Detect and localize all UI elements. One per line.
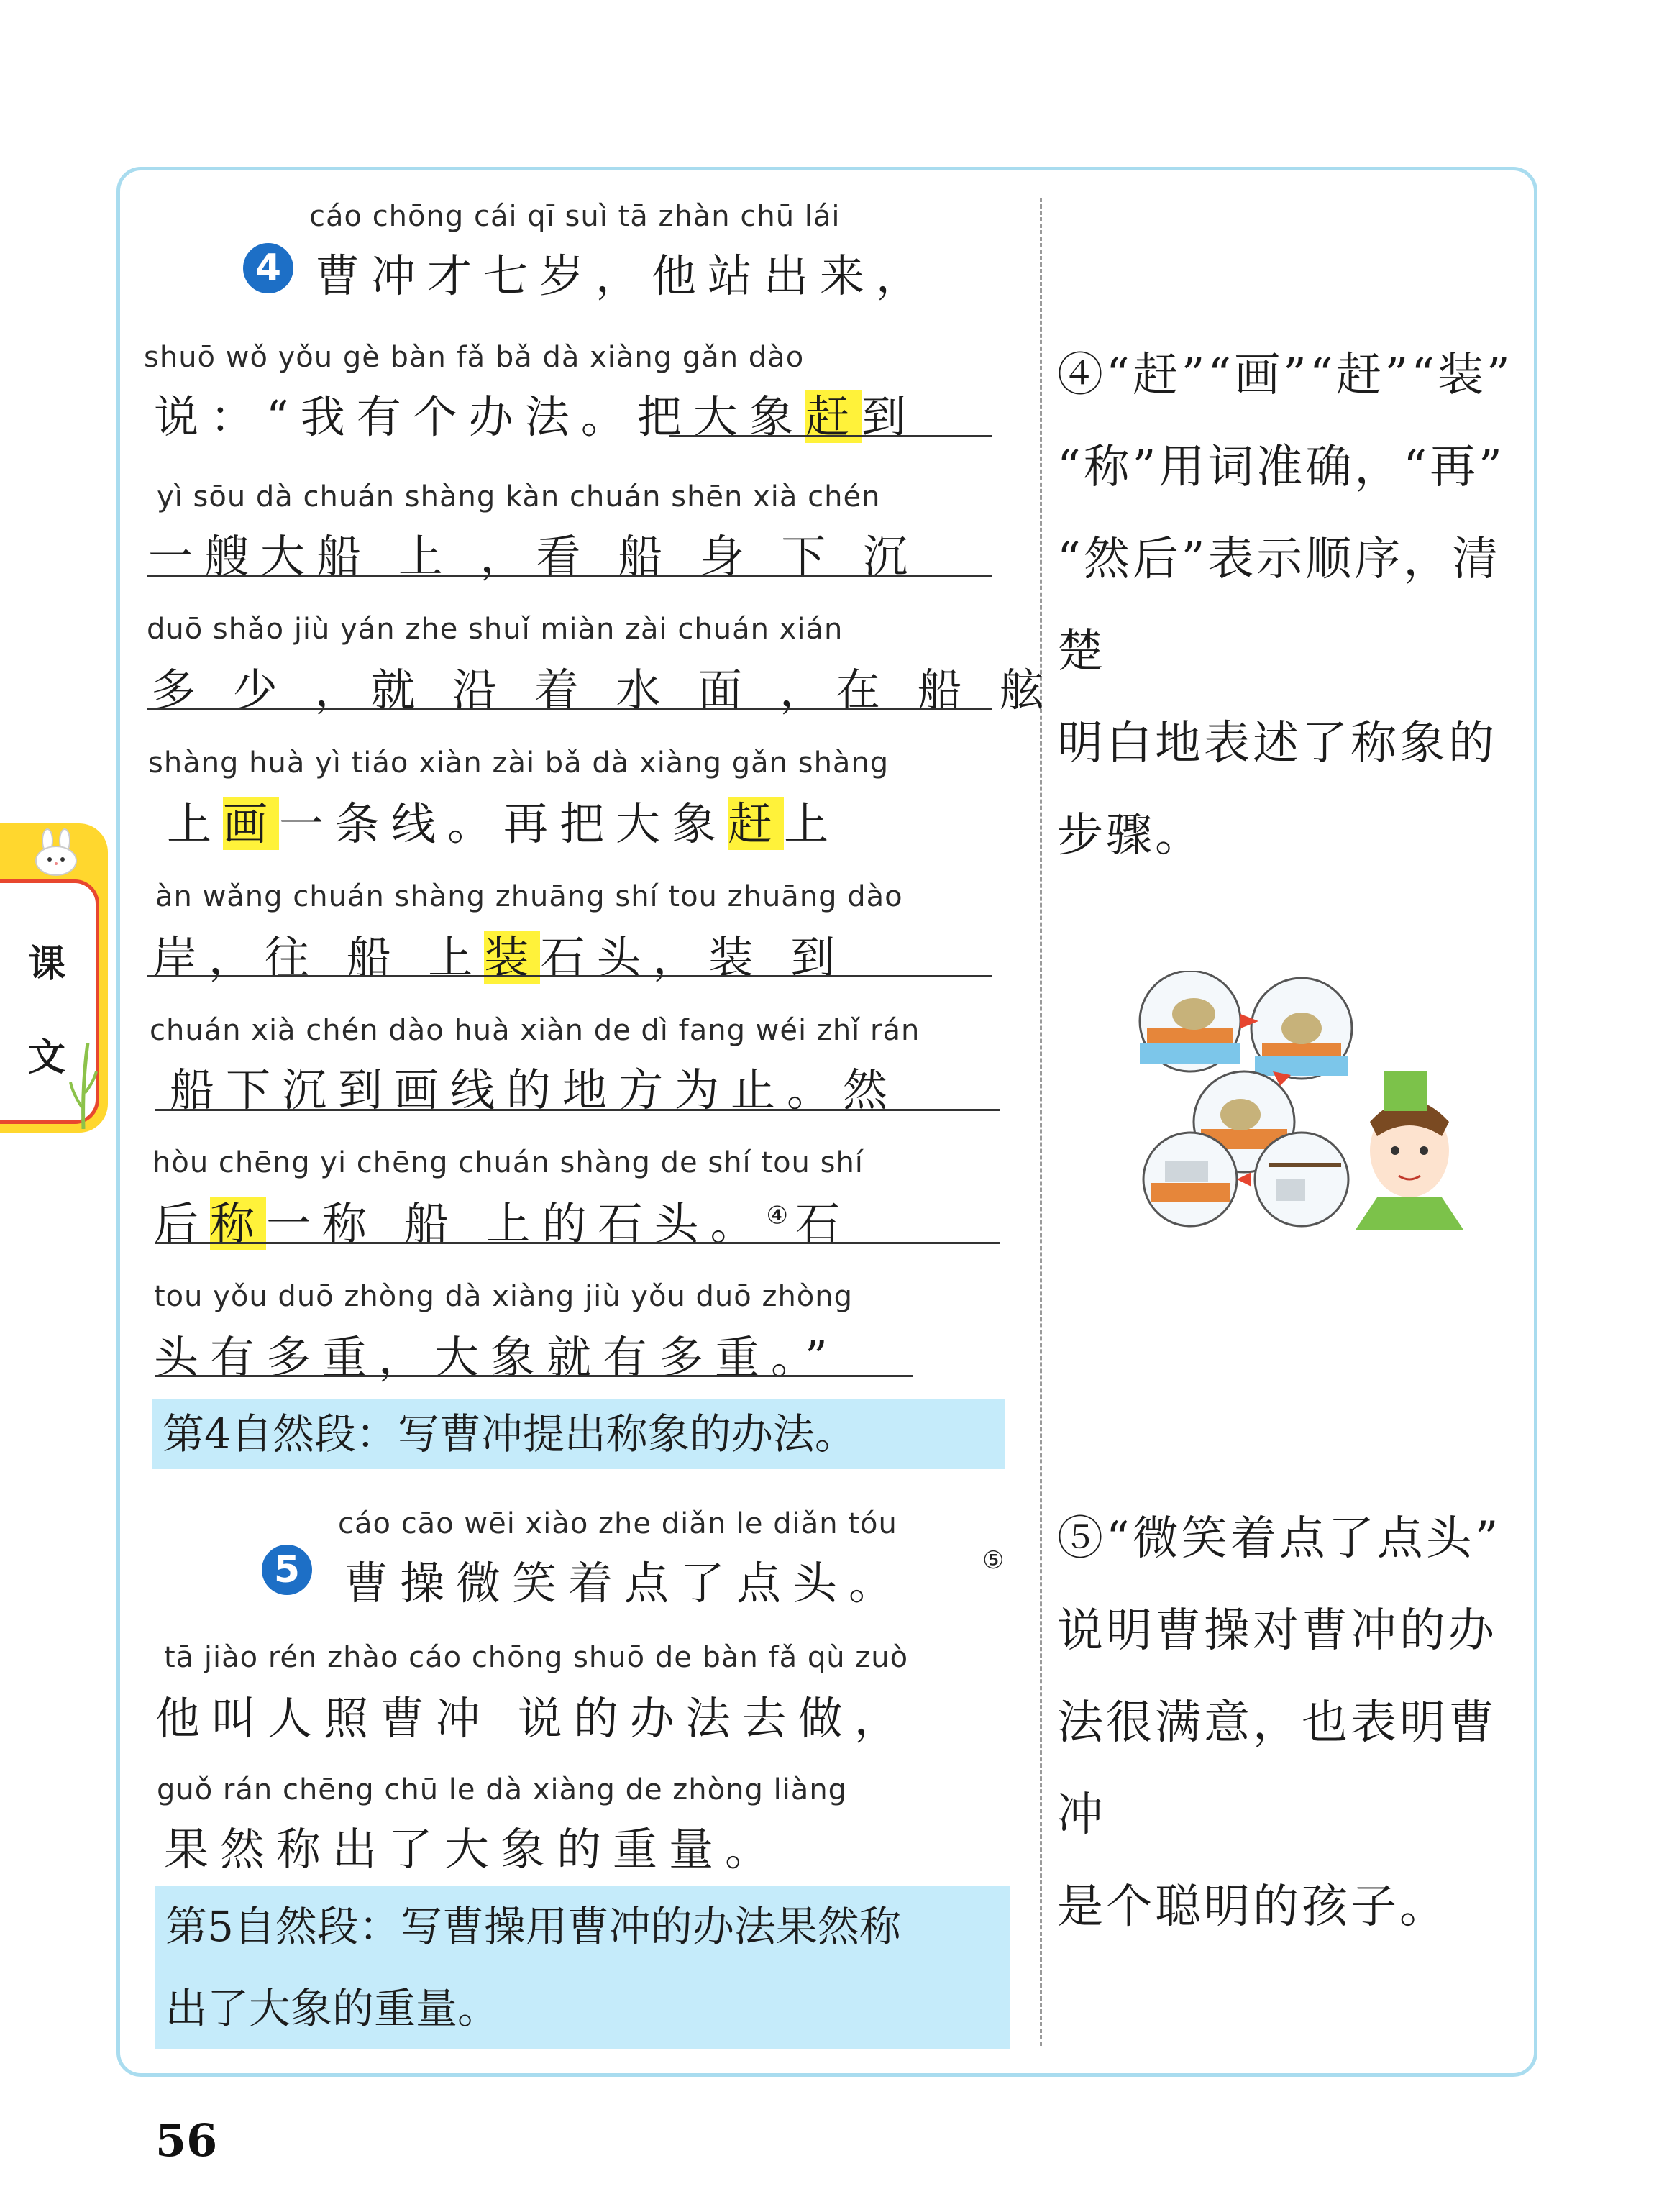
hanzi-line: [167, 788, 840, 852]
tab-char-2: 文: [27, 1036, 65, 1079]
column-divider: [1040, 198, 1042, 2046]
hanzi-text: 石头，装 到: [540, 931, 847, 984]
tab-char-1: 课: [27, 943, 65, 986]
pinyin-line: shuō wǒ yǒu gè bàn fǎ bǎ dà xiàng gǎn dào: [144, 341, 805, 374]
hanzi-text: 上: [784, 797, 841, 850]
summary-line: 出了大象的重量。: [165, 1984, 500, 2033]
hanzi-line: 多 少 ，就 沿 着 水 面 ，在 船 舷: [151, 664, 1056, 716]
pinyin-line: guǒ rán chēng chū le dà xiàng de zhòng liàng: [157, 1773, 848, 1806]
note-line: 明白地表述了称象的: [1057, 717, 1497, 770]
hanzi-text: 上: [167, 797, 224, 850]
hanzi-text: 一条线。再把大象: [279, 797, 728, 850]
note-5: [1057, 1493, 1517, 1953]
highlighted-word: 赶: [805, 390, 862, 443]
note-line: 说明曹操对曹冲的办: [1057, 1604, 1497, 1658]
note-line: “称”用词准确，“再”: [1057, 441, 1505, 494]
hanzi-line: 曹冲才七岁，他站出来，: [315, 250, 933, 302]
hanzi-text: 说：“我有个办法。: [154, 390, 637, 443]
hanzi-text: 到: [861, 390, 918, 443]
hanzi-line: 他叫人照曹冲 说的办法去做，: [155, 1692, 910, 1745]
pinyin-line: cáo chōng cái qī suì tā zhàn chū lái: [309, 200, 841, 233]
underline: [147, 575, 992, 577]
hanzi-line: 曹操微笑着点了点头。: [344, 1557, 905, 1609]
paragraph-5-summary: [155, 1886, 1010, 2049]
note-4: [1057, 329, 1517, 882]
paragraph-4-badge: 4: [243, 243, 293, 293]
underline: [155, 1109, 1000, 1111]
underline: [155, 1375, 913, 1377]
hanzi-line: 船下沉到画线的地方为止。然: [170, 1064, 900, 1116]
hanzi-line: 一艘大船 上 ，看 船 身 下 沉: [148, 530, 920, 582]
bunny-icon: [27, 828, 85, 878]
pinyin-line: yì sōu dà chuán shàng kàn chuán shēn xià chén: [157, 480, 881, 513]
underline: [669, 435, 992, 437]
note-line: ④“赶”“画”“赶”“装”: [1057, 349, 1513, 402]
hanzi-line: 头有多重，大象就有多重。”: [154, 1331, 839, 1384]
hanzi-text: 石: [795, 1197, 851, 1250]
annotation-marker: ④: [766, 1201, 795, 1230]
pinyin-line: chuán xià chén dào huà xiàn de dì fang wéi zhǐ rán: [150, 1014, 920, 1047]
note-line: ⑤“微笑着点了点头”: [1057, 1512, 1502, 1566]
underline: [155, 1242, 1000, 1244]
pinyin-line: shàng huà yì tiáo xiàn zài bǎ dà xiàng gǎn shàng: [148, 746, 890, 780]
pinyin-line: tou yǒu duō zhòng dà xiàng jiù yǒu duō zhòng: [154, 1280, 854, 1313]
highlighted-word: 画: [223, 797, 280, 850]
grass-icon: [69, 1043, 98, 1129]
highlighted-word: 赶: [728, 797, 785, 850]
note-line: 是个聪明的孩子。: [1057, 1880, 1448, 1934]
underline: [147, 708, 992, 710]
page-number: 56: [155, 2114, 218, 2167]
pinyin-line: duō shǎo jiù yán zhe shuǐ miàn zài chuán xián: [147, 613, 844, 646]
annotation-marker: ⑤: [982, 1546, 1005, 1575]
hanzi-text: 后: [154, 1197, 211, 1250]
paragraph-4-summary: 第4自然段：写曹冲提出称象的办法。: [152, 1399, 1005, 1469]
hanzi-line: 果然称出了大象的重量。: [164, 1823, 782, 1875]
pinyin-line: àn wǎng chuán shàng zhuāng shí tou zhuāng dào: [155, 880, 903, 913]
hanzi-text: 一称 船 上的石头。: [266, 1197, 767, 1250]
pinyin-line: tā jiào rén zhào cáo chōng shuō de bàn fǎ qù zuò: [164, 1641, 909, 1674]
note-line: “然后”表示顺序，清楚: [1057, 533, 1502, 678]
hanzi-text: 把大象: [636, 390, 805, 443]
pinyin-line: cáo cāo wēi xiào zhe diǎn le diǎn tóu: [338, 1507, 897, 1540]
highlighted-word: 称: [210, 1197, 267, 1250]
cao-chong-weighing-elephant-illustration: [1133, 971, 1471, 1230]
paragraph-5-badge: 5: [262, 1545, 312, 1595]
highlighted-word: 装: [484, 931, 541, 984]
hanzi-text: 岸，往 船 上: [152, 931, 485, 984]
pinyin-line: hòu chēng yi chēng chuán shàng de shí tou shí: [152, 1146, 864, 1179]
note-line: 步骤。: [1057, 809, 1204, 862]
note-line: 法很满意，也表明曹冲: [1057, 1696, 1497, 1842]
summary-line: 第5自然段：写曹操用曹冲的办法果然称: [165, 1902, 901, 1951]
underline: [147, 975, 992, 977]
